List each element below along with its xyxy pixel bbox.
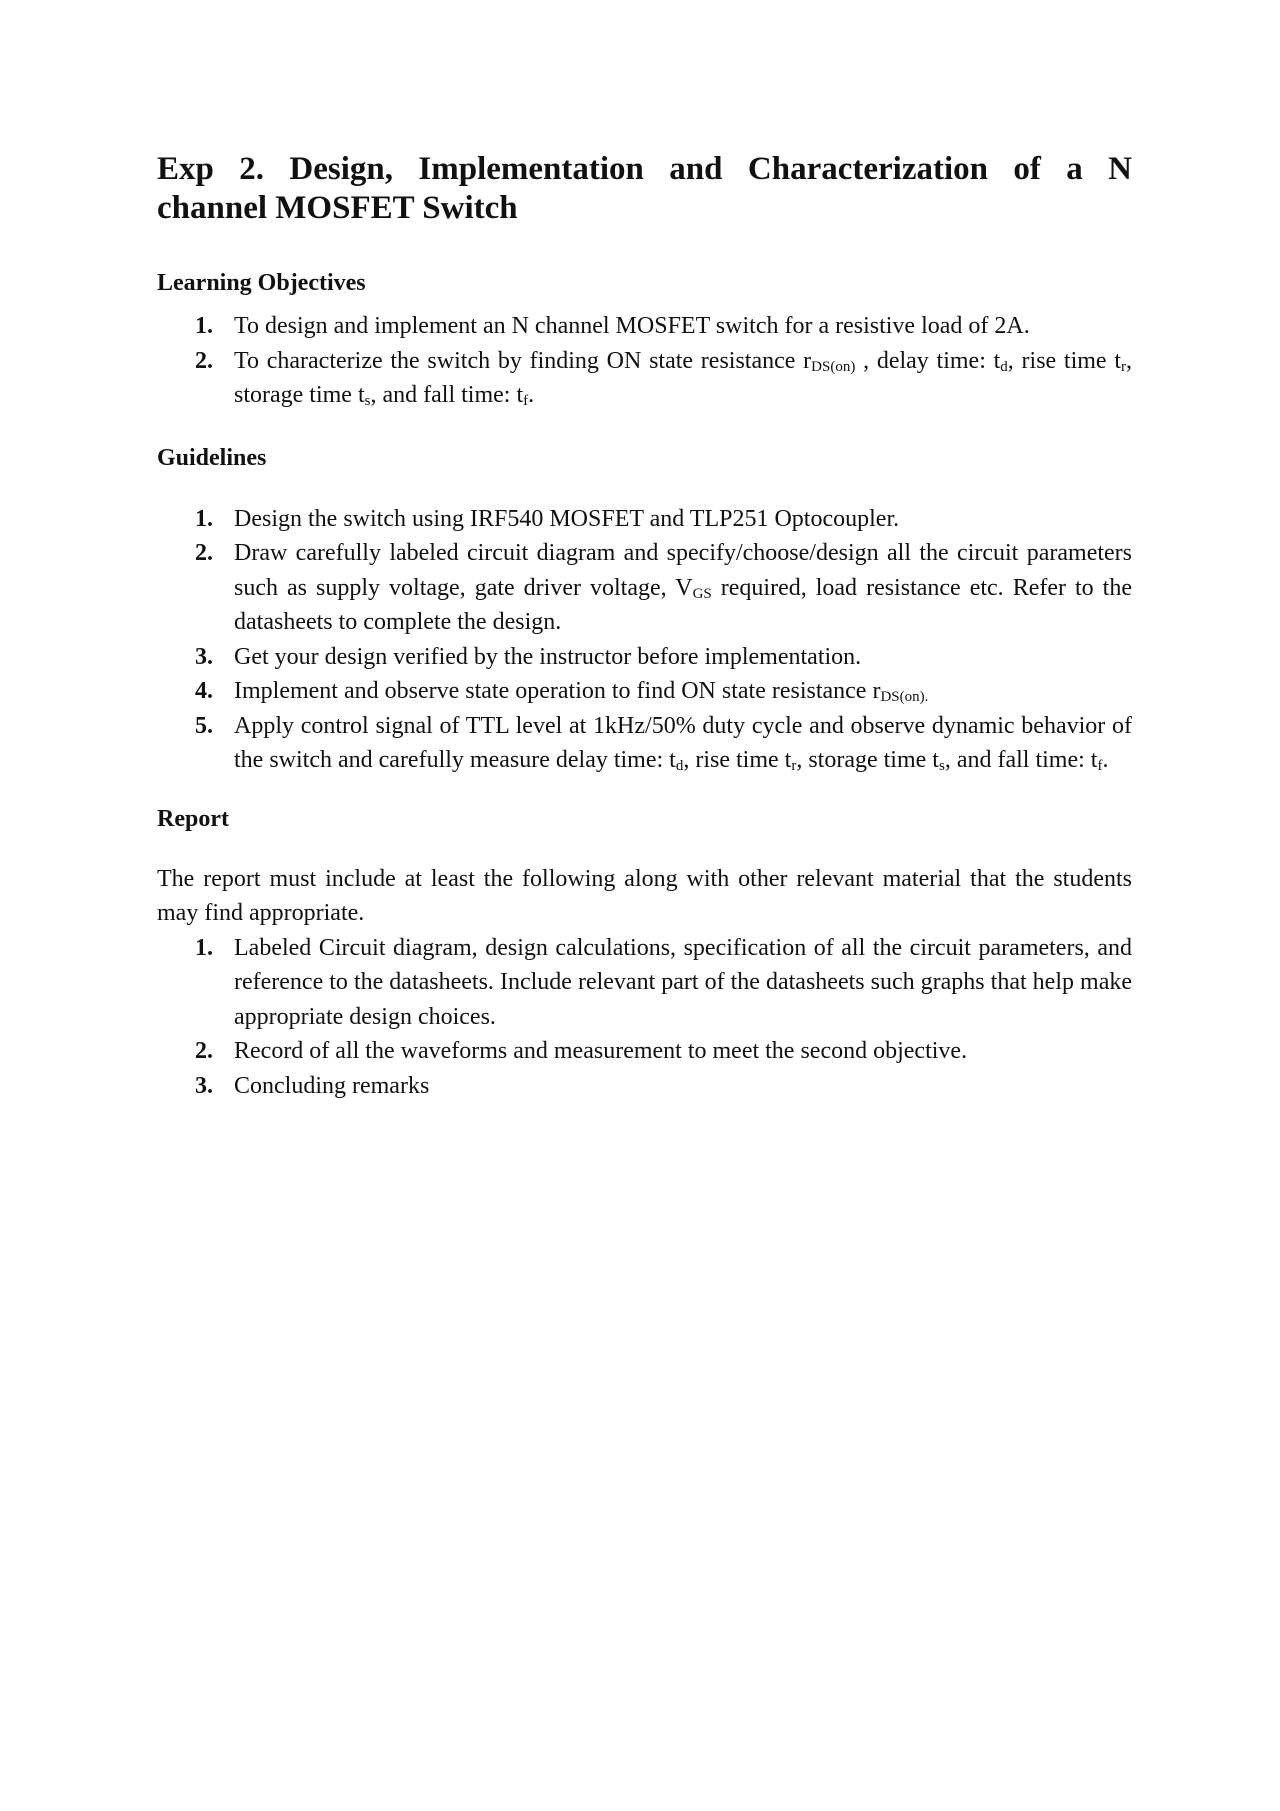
learning-objectives-list <box>157 309 1132 413</box>
list-number: 2. <box>195 347 213 374</box>
item-text: Design the switch using IRF540 MOSFET and TLP251 Optocoupler. <box>234 505 900 532</box>
item-text: , rise time t <box>683 747 792 773</box>
report-list <box>157 931 1132 1104</box>
list-item <box>157 640 1132 675</box>
list-number: 1. <box>195 934 213 961</box>
list-item <box>157 309 1132 344</box>
list-number: 3. <box>195 643 213 670</box>
document-page <box>157 150 1132 1103</box>
item-text: Draw carefully labeled circuit diagram and specify/choose/design all the circuit parameters such as supply voltage, gate driver voltage, V <box>234 540 1132 601</box>
item-text: , storage time t <box>234 347 1132 408</box>
item-text: To characterize the switch by finding ON state resistance r <box>234 347 812 374</box>
list-item <box>157 931 1132 1035</box>
list-number: 3. <box>195 1072 213 1099</box>
subscript: DS(on) <box>811 358 856 375</box>
subscript: GS <box>692 585 712 602</box>
subscript: s <box>364 393 371 409</box>
subscript: d <box>675 758 684 774</box>
subscript: d <box>1000 358 1008 375</box>
list-number: 2. <box>195 540 213 566</box>
item-text: , and fall time: t <box>944 747 1098 773</box>
guidelines-list <box>157 502 1132 778</box>
subscript: r <box>1121 358 1126 375</box>
learning-objectives-heading: Learning Objectives <box>157 270 366 296</box>
list-item <box>157 709 1132 778</box>
item-text: Apply control signal of TTL level at 1kHz/50% duty cycle and observe dynamic behavior of the switch and carefully measure delay time: t <box>234 712 1132 773</box>
list-number: 1. <box>195 505 213 532</box>
item-text: , delay time: t <box>855 347 1001 374</box>
item-text: Record of all the waveforms and measurement to meet the second objective. <box>234 1038 968 1064</box>
item-text: . <box>1102 747 1109 773</box>
item-text: , rise time t <box>1007 347 1121 374</box>
title-line-1: Exp 2. Design, Implementation and Characterization of a N <box>157 151 1132 187</box>
item-text: , and fall time: t <box>370 382 524 408</box>
item-text: Implement and observe state operation to find ON state resistance r <box>234 678 881 704</box>
report-intro: The report must include at least the following along with other relevant material that the students may find appropriate. <box>157 865 1132 926</box>
list-item <box>157 344 1132 413</box>
report-heading: Report <box>157 805 229 832</box>
list-number: 1. <box>195 313 213 339</box>
list-number: 4. <box>195 678 213 704</box>
item-text: , storage time t <box>796 747 939 773</box>
subscript: DS(on). <box>880 689 929 705</box>
item-text: To design and implement an N channel MOSFET switch for a resistive load of 2A. <box>234 313 1030 339</box>
item-text: required, load resistance etc. Refer to the datasheets to complete the design. <box>234 574 1133 635</box>
item-text: Labeled Circuit diagram, design calculations, specification of all the circuit parameters, and reference to the datasheets. Include relevant part of the datasheets such graphs that help make appropriate design choices. <box>234 934 1132 1030</box>
list-item <box>157 536 1132 640</box>
subscript: f <box>523 393 529 409</box>
subscript: f <box>1097 758 1103 774</box>
list-item <box>157 1069 1132 1104</box>
subscript: s <box>938 758 945 774</box>
page-title <box>157 150 1132 228</box>
item-text: . <box>528 382 535 408</box>
title-line-2: channel MOSFET Switch <box>157 190 518 226</box>
item-text: Get your design verified by the instructor before implementation. <box>234 643 862 670</box>
guidelines-heading: Guidelines <box>157 444 267 471</box>
item-text: Concluding remarks <box>234 1072 430 1099</box>
list-item <box>157 502 1132 537</box>
list-number: 5. <box>195 712 213 739</box>
subscript: r <box>791 758 797 774</box>
list-number: 2. <box>195 1038 213 1064</box>
list-item <box>157 674 1132 709</box>
list-item <box>157 1034 1132 1069</box>
